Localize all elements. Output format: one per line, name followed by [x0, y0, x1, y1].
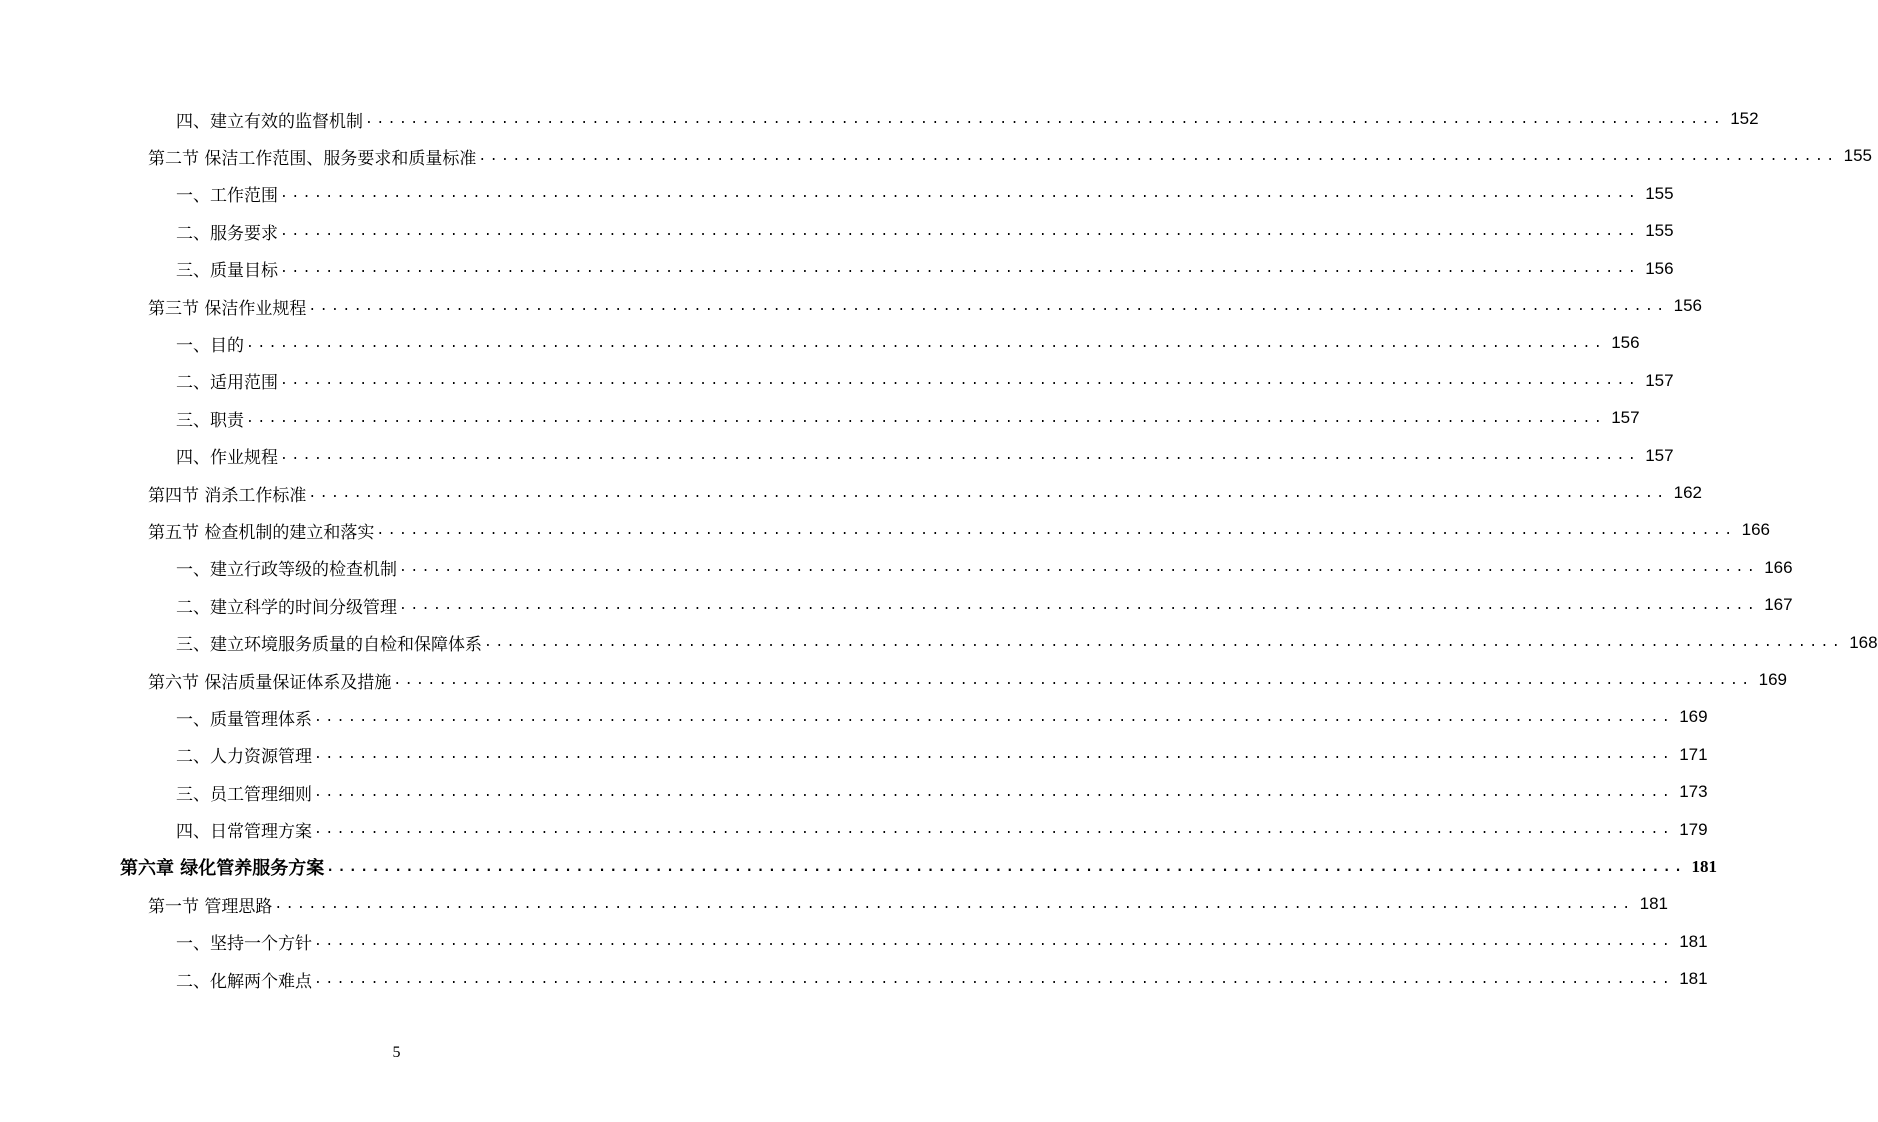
toc-entry-page: 166 [1764, 557, 1793, 577]
dot-leader: ........................................................................................................................ [399, 597, 1759, 613]
dot-leader: ........................................................................................................................ [246, 410, 1606, 426]
toc-entry[interactable] [176, 626, 1878, 660]
toc-entry[interactable] [148, 513, 1770, 547]
toc-entry-title: 一、质量管理体系 [176, 709, 312, 730]
toc-entry-page: 181 [1691, 857, 1717, 876]
toc-entry[interactable] [176, 551, 1793, 585]
dot-leader: ........................................................................................................................ [314, 934, 1674, 950]
page-number: 5 [392, 1044, 401, 1061]
dot-leader: ........................................................................................................................ [484, 635, 1844, 651]
toc-entry[interactable] [148, 139, 1872, 173]
toc-entry-title: 三、质量目标 [176, 261, 278, 282]
dot-leader: ........................................................................................................................ [393, 672, 1753, 688]
toc-entry-page: 162 [1673, 483, 1702, 502]
toc-entry-page: 155 [1843, 146, 1872, 166]
toc-entry-title: 第二节 保洁工作范围、服务要求和质量标准 [148, 148, 477, 169]
dot-leader: ........................................................................................................................ [280, 448, 1640, 464]
toc-entry-title: 三、建立环境服务质量的自检和保障体系 [176, 635, 482, 656]
toc-entry-title: 一、坚持一个方针 [176, 934, 312, 955]
dot-leader: ........................................................................................................................ [399, 560, 1759, 576]
toc-entry[interactable] [176, 700, 1708, 734]
dot-leader: ........................................................................................................................ [314, 822, 1674, 838]
toc-entry-page: 169 [1679, 707, 1708, 727]
toc-entry[interactable] [176, 738, 1708, 772]
dot-leader: ........................................................................................................................ [314, 709, 1674, 725]
dot-leader: ........................................................................................................................ [478, 148, 1838, 164]
toc-entry-page: 156 [1645, 258, 1674, 278]
toc-entry-page: 166 [1741, 520, 1770, 540]
toc-entry[interactable] [176, 925, 1708, 959]
toc-entry[interactable] [176, 962, 1708, 996]
toc-entry-page: 152 [1730, 109, 1759, 128]
toc-entry-page: 157 [1645, 370, 1674, 390]
toc-entry-title: 二、服务要求 [176, 223, 278, 244]
dot-leader: ........................................................................................................................ [365, 111, 1725, 127]
dot-leader: ........................................................................................................................ [314, 747, 1674, 763]
toc-entry[interactable] [176, 364, 1674, 398]
toc-entry-page: 167 [1764, 595, 1793, 615]
toc-entry[interactable] [176, 439, 1674, 473]
toc-entry-title: 第六章 绿化管养服务方案 [120, 858, 325, 879]
toc-entry-page: 181 [1679, 931, 1708, 951]
toc-entry[interactable] [176, 775, 1708, 809]
toc-entry[interactable] [176, 214, 1674, 248]
toc-entry[interactable] [148, 887, 1668, 921]
dot-leader: ........................................................................................................................ [314, 971, 1674, 987]
toc-entry-page: 171 [1679, 744, 1708, 764]
toc-entry-page: 155 [1645, 221, 1674, 241]
toc-entry-title: 第一节 管理思路 [148, 896, 273, 917]
dot-leader: ........................................................................................................................ [308, 485, 1668, 501]
dot-leader: ........................................................................................................................ [326, 859, 1686, 875]
toc-entry-title: 二、建立科学的时间分级管理 [176, 597, 397, 618]
toc-entry[interactable] [148, 289, 1702, 323]
dot-leader: ........................................................................................................................ [308, 298, 1668, 314]
toc-entry[interactable] [148, 663, 1787, 697]
toc-entry[interactable] [176, 252, 1674, 286]
toc-entry-title: 第四节 消杀工作标准 [148, 485, 307, 506]
toc-entry-title: 二、适用范围 [176, 373, 278, 394]
toc-entry-title: 第六节 保洁质量保证体系及措施 [148, 672, 392, 693]
toc-entry[interactable] [176, 326, 1640, 360]
dot-leader: ........................................................................................................................ [376, 522, 1736, 538]
toc-entry[interactable] [148, 476, 1702, 510]
toc-entry-title: 三、员工管理细则 [176, 784, 312, 805]
toc-entry-page: 156 [1673, 296, 1702, 315]
dot-leader: ........................................................................................................................ [280, 223, 1640, 239]
toc-entry-title: 一、建立行政等级的检查机制 [176, 560, 397, 581]
toc-entry-title: 二、人力资源管理 [176, 747, 312, 768]
toc-entry-title: 四、日常管理方案 [176, 822, 312, 843]
toc-entry-page: 181 [1679, 969, 1708, 989]
toc-entry[interactable] [176, 177, 1674, 211]
dot-leader: ........................................................................................................................ [280, 186, 1640, 202]
toc-entry[interactable] [176, 401, 1640, 435]
toc-entry-page: 157 [1611, 408, 1640, 428]
toc-entry-title: 第五节 检查机制的建立和落实 [148, 522, 375, 543]
toc-entry-page: 173 [1679, 782, 1708, 802]
toc-entry-title: 一、工作范围 [176, 186, 278, 207]
toc-entry-page: 169 [1758, 670, 1787, 689]
toc-entry-title: 四、作业规程 [176, 448, 278, 469]
toc-entry-title: 四、建立有效的监督机制 [176, 111, 363, 132]
toc-entry-page: 181 [1639, 894, 1668, 914]
dot-leader: ........................................................................................................................ [246, 335, 1606, 351]
toc-entry[interactable] [120, 850, 1717, 884]
toc-entry-page: 168 [1849, 632, 1878, 652]
toc-entry-page: 156 [1611, 333, 1640, 353]
dot-leader: ........................................................................................................................ [280, 373, 1640, 389]
toc-entry[interactable] [176, 102, 1759, 136]
toc-entry-page: 179 [1679, 819, 1708, 839]
toc-entry-title: 第三节 保洁作业规程 [148, 298, 307, 319]
toc-entry-title: 一、目的 [176, 335, 244, 356]
dot-leader: ........................................................................................................................ [280, 261, 1640, 277]
toc-entry[interactable] [176, 813, 1708, 847]
dot-leader: ........................................................................................................................ [314, 784, 1674, 800]
toc-entry-page: 155 [1645, 183, 1674, 203]
toc-entry-page: 157 [1645, 445, 1674, 465]
dot-leader: ........................................................................................................................ [274, 896, 1634, 912]
toc-entry-title: 二、化解两个难点 [176, 971, 312, 992]
toc-entry[interactable] [176, 588, 1793, 622]
toc-entry-title: 三、职责 [176, 410, 244, 431]
